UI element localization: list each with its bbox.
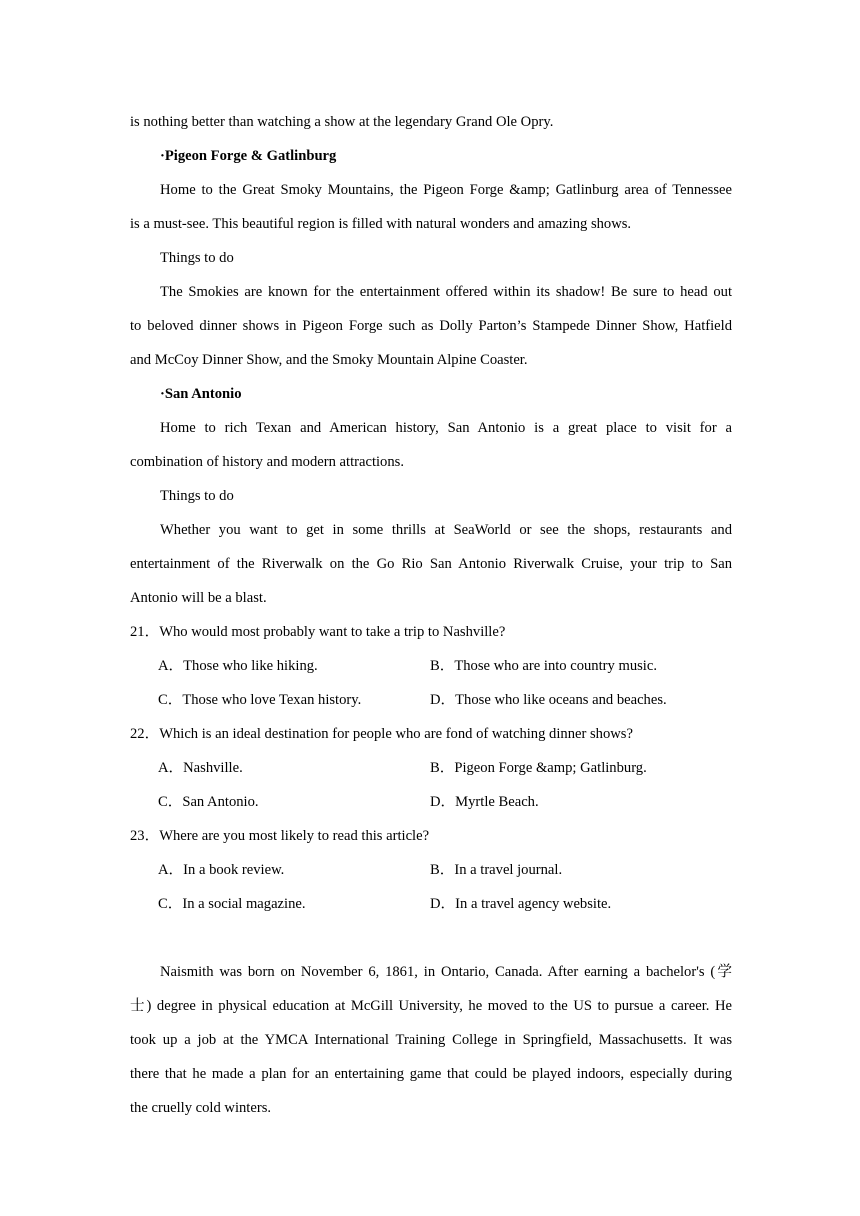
question-23-options-row2	[130, 887, 732, 921]
document-page	[130, 105, 732, 1125]
question-23-option-d: D．In a travel agency website.	[430, 896, 612, 912]
question-21-option-a: A．Those who like hiking.	[158, 658, 318, 674]
sanantonio-things-label: Things to do	[160, 488, 234, 504]
pigeon-desc-line1: Home to the Great Smoky Mountains, the Pigeon Forge &amp; Gatlinburg area of Tennessee	[160, 182, 732, 198]
naismith-line4: there that he made a plan for an entertaining game that could be played indoors, especially during	[130, 1066, 732, 1082]
question-21-options-row2	[130, 683, 732, 717]
question-22-option-a: A．Nashville.	[158, 760, 243, 776]
pigeon-heading: ·Pigeon Forge & Gatlinburg	[160, 148, 337, 164]
question-22-stem: 22．Which is an ideal destination for people who are fond of watching dinner shows?	[130, 726, 633, 742]
naismith-line5: the cruelly cold winters.	[130, 1100, 272, 1116]
pigeon-things-label: Things to do	[160, 250, 234, 266]
sanantonio-heading: ·San Antonio	[160, 386, 242, 402]
question-23-stem: 23．Where are you most likely to read this article?	[130, 828, 430, 844]
pigeon-things-line2: to beloved dinner shows in Pigeon Forge such as Dolly Parton’s Stampede Dinner Show, Hatfield	[130, 318, 732, 334]
naismith-line2: 士) degree in physical education at McGill University, he moved to the US to pursue a career. He	[130, 998, 732, 1014]
question-23-option-c: C．In a social magazine.	[158, 896, 306, 912]
question-21-option-b: B．Those who are into country music.	[430, 658, 657, 674]
sanantonio-desc-line2: combination of history and modern attractions.	[130, 454, 404, 470]
question-22-options-row1	[130, 751, 732, 785]
sanantonio-desc-line1: Home to rich Texan and American history, San Antonio is a great place to visit for a	[160, 420, 732, 436]
pigeon-desc-line2: is a must-see. This beautiful region is filled with natural wonders and amazing shows.	[130, 216, 632, 232]
question-22-option-d: D．Myrtle Beach.	[430, 794, 539, 810]
intro-tail-text: is nothing better than watching a show at the legendary Grand Ole Opry.	[130, 114, 554, 130]
question-21-option-c: C．Those who love Texan history.	[158, 692, 362, 708]
pigeon-things-line3: and McCoy Dinner Show, and the Smoky Mountain Alpine Coaster.	[130, 352, 528, 368]
sanantonio-things-line2: entertainment of the Riverwalk on the Go Rio San Antonio Riverwalk Cruise, your trip to San	[130, 556, 732, 572]
question-21-option-d: D．Those who like oceans and beaches.	[430, 692, 667, 708]
section-spacer	[130, 921, 732, 955]
sanantonio-things-line3: Antonio will be a blast.	[130, 590, 267, 606]
pigeon-things-line1: The Smokies are known for the entertainment offered within its shadow! Be sure to head out	[160, 284, 732, 300]
question-23-option-a: A．In a book review.	[158, 862, 285, 878]
question-22-options-row2	[130, 785, 732, 819]
question-23-options-row1	[130, 853, 732, 887]
sanantonio-things-line1: Whether you want to get in some thrills at SeaWorld or see the shops, restaurants and	[160, 522, 732, 538]
question-22-option-c: C．San Antonio.	[158, 794, 259, 810]
question-22-option-b: B．Pigeon Forge &amp; Gatlinburg.	[430, 760, 647, 776]
question-21-stem: 21．Who would most probably want to take a trip to Nashville?	[130, 624, 506, 640]
naismith-line3: took up a job at the YMCA International Training College in Springfield, Massachusetts. It was	[130, 1032, 732, 1048]
question-21-options-row1	[130, 649, 732, 683]
question-23-option-b: B．In a travel journal.	[430, 862, 563, 878]
naismith-line1: Naismith was born on November 6, 1861, in Ontario, Canada. After earning a bachelor's (学	[160, 964, 732, 980]
